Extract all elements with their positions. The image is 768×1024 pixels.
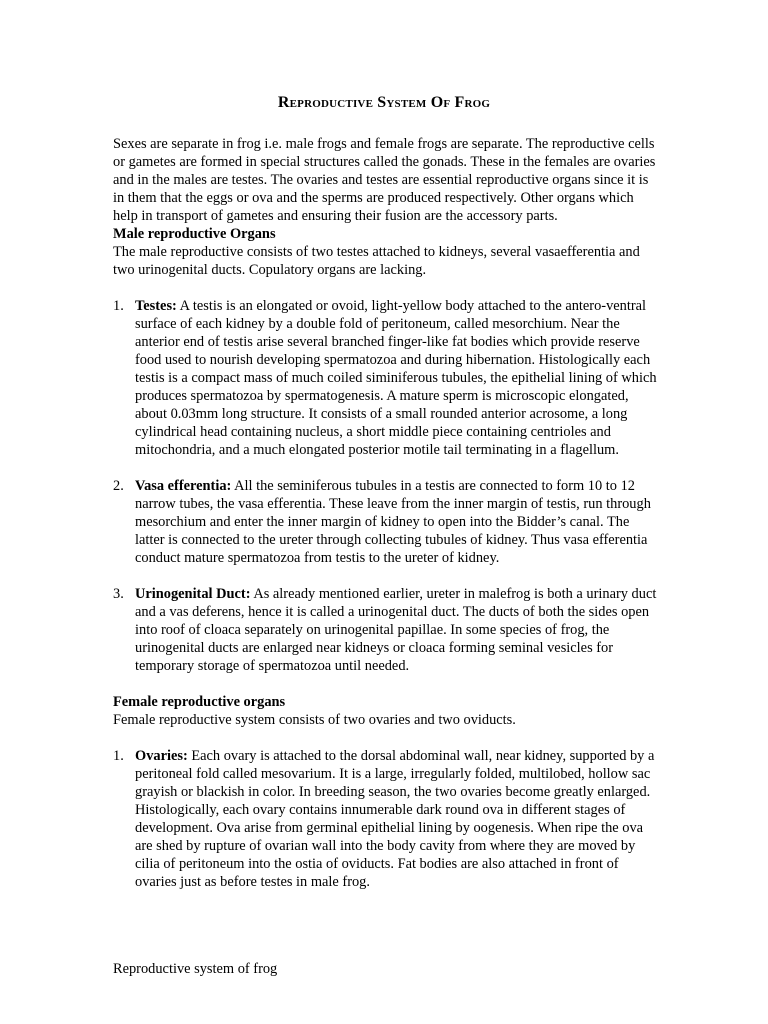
document-title: Reproductive System Of Frog [277, 94, 491, 111]
page-footer: Reproductive system of frog [113, 961, 278, 977]
list-item-number: 1. [113, 298, 124, 314]
spacer [113, 279, 658, 297]
list-item-number: 1. [113, 748, 124, 764]
list-item-term: Vasa efferentia: [135, 478, 232, 494]
intro-paragraph: Sexes are separate in frog i.e. male frogs and female frogs are separate. The reproductive cells or gametes are formed in special structures called the gonads. These in the females are ovaries and in the males are testes. The ovaries and testes are essential reproductive organs since it is in them that the eggs or ova and the sperms are produced respectively. Other organs which help in transport of gametes and ensuring their fusion are the accessory parts. [113, 136, 656, 224]
list-item-text: Each ovary is attached to the dorsal abdominal wall, near kidney, supported by a peritoneal fold called mesovarium. It is a large, irregularly folded, multilobed, hollow sac grayish or blackish in color. In breeding season, the two ovaries become greatly enlarged. Histologically, each ovary contains innumerable dark round ova in different stages of development. Ova arise from germinal epithelial lining by oogenesis. When ripe the ova are shed by rupture of ovarian wall into the body cavity from where they are moved by cilia of peritoneum into the ostia of oviducts. Fat bodies are also attached in front of ovaries just as before testes in male frog. [135, 748, 655, 890]
spacer [113, 675, 658, 693]
female-section-heading: Female reproductive organs [113, 694, 286, 710]
list-item-testes [113, 297, 658, 459]
spacer [113, 729, 658, 747]
list-item-term: Urinogenital Duct: [135, 586, 251, 602]
list-item-text: All the seminiferous tubules in a testis are connected to form 10 to 12 narrow tubes, the vasa efferentia. These leave from the inner margin of testis, run through mesorchium and enter the inner margin of kidney to open into the Bidder’s canal. The latter is connected to the ureter through collecting tubules of kidney. Thus vasa efferentia conduct mature spermatozoa from testis to the ureter of kidney. [135, 478, 651, 566]
female-intro-paragraph: Female reproductive system consists of two ovaries and two oviducts. [113, 712, 516, 728]
male-intro-paragraph: The male reproductive consists of two testes attached to kidneys, several vasaefferentia and two urinogenital ducts. Copulatory organs are lacking. [113, 244, 640, 278]
list-item-number: 2. [113, 478, 124, 494]
male-section-heading: Male reproductive Organs [113, 226, 276, 242]
list-item-text: As already mentioned earlier, ureter in malefrog is both a urinary duct and a vas deferens, hence it is called a urinogenital duct. The ducts of both the sides open into roof of cloaca separately on urinogenital papillae. In some species of frog, the urinogenital ducts are enlarged near kidneys or cloaca forming seminal vesicles for temporary storage of spermatozoa until needed. [135, 586, 657, 674]
male-organs-list [113, 297, 658, 675]
list-item-term: Testes: [135, 298, 177, 314]
list-item-text: A testis is an elongated or ovoid, light-yellow body attached to the antero-ventral surface of each kidney by a double fold of peritoneum, called mesorchium. Near the anterior end of testis arise several branched finger-like fat bodies which provide reserve food used to nourish developing spermatozoa and during hibernation. Histologically each testis is a compact mass of much coiled siminiferous tubules, the epithelial lining of which produces spermatozoa by spermatogenesis. A mature sperm is microscopic elongated, about 0.03mm long structure. It consists of a small rounded anterior acrosome, a long cylindrical head containing nucleus, a short middle piece containing centrioles and mitochondria, and a much elongated posterior motile tail terminating in a flagellum. [135, 298, 657, 458]
list-item-term: Ovaries: [135, 748, 188, 764]
spacer [113, 567, 658, 585]
list-item-ovaries [113, 747, 658, 891]
document-body [113, 135, 658, 891]
list-item-number: 3. [113, 586, 124, 602]
list-item-vasa-efferentia [113, 477, 658, 567]
spacer [113, 459, 658, 477]
list-item-urinogenital-duct [113, 585, 658, 675]
female-organs-list [113, 747, 658, 891]
